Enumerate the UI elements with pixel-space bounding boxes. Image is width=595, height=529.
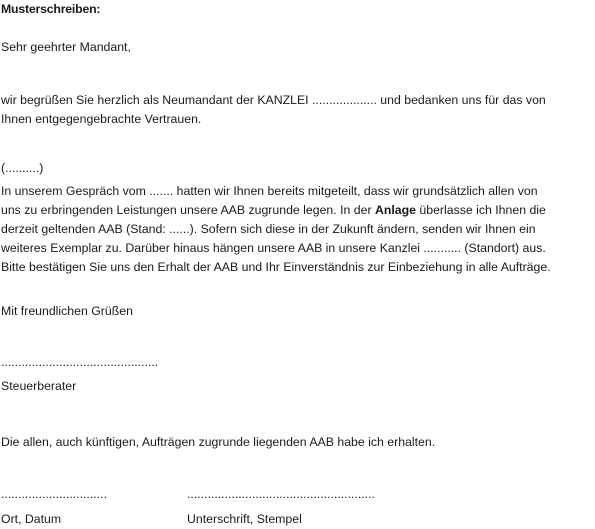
- intro-line: wir begrüßen Sie herzlich als Neumandant der KANZLEI ................... und bedanken uns für das von: [1, 93, 546, 107]
- body-paragraph: [1, 182, 595, 277]
- body-line: [1, 201, 595, 220]
- signature-stamp-line: .......................................................: [187, 487, 375, 501]
- intro-paragraph: [1, 91, 595, 129]
- signer-role: Steuerberater: [1, 379, 77, 393]
- place-date-line: ...............................: [1, 487, 107, 501]
- body-text: überlasse ich Ihnen die: [415, 203, 546, 217]
- signature-stamp-label: Unterschrift, Stempel: [187, 512, 302, 526]
- placeholder-text: (..........): [1, 161, 44, 175]
- letter-salutation: Sehr geehrter Mandant,: [1, 40, 131, 54]
- place-date-label: Ort, Datum: [1, 512, 62, 526]
- letter-closing: Mit freundlichen Grüßen: [1, 304, 133, 318]
- signature-line: ..............................................: [1, 355, 159, 369]
- body-line: Bitte bestätigen Sie uns den Erhalt der AAB und Ihr Einverständnis zur Einbeziehung in alle Aufträge.: [1, 260, 551, 274]
- receipt-confirmation: Die allen, auch künftigen, Aufträgen zugrunde liegenden AAB habe ich erhalten.: [1, 435, 436, 449]
- attachment-emphasis: Anlage: [374, 203, 416, 217]
- body-line: derzeit geltenden AAB (Stand: ......). Sofern sich diese in der Zukunft ändern, senden wir Ihnen ein: [1, 222, 536, 236]
- body-line: weiteres Exemplar zu. Darüber hinaus hängen unsere AAB in unsere Kanzlei ........... (Standort) aus.: [1, 241, 546, 255]
- letter-heading: Musterschreiben:: [1, 2, 101, 16]
- body-text: uns zu erbringenden Leistungen unsere AAB zugrunde legen. In der: [1, 203, 375, 217]
- body-line: In unserem Gespräch vom ....... hatten wir Ihnen bereits mitgeteilt, dass wir grundsätzlich allen von: [1, 184, 538, 198]
- intro-line: Ihnen entgegengebrachte Vertrauen.: [1, 112, 202, 126]
